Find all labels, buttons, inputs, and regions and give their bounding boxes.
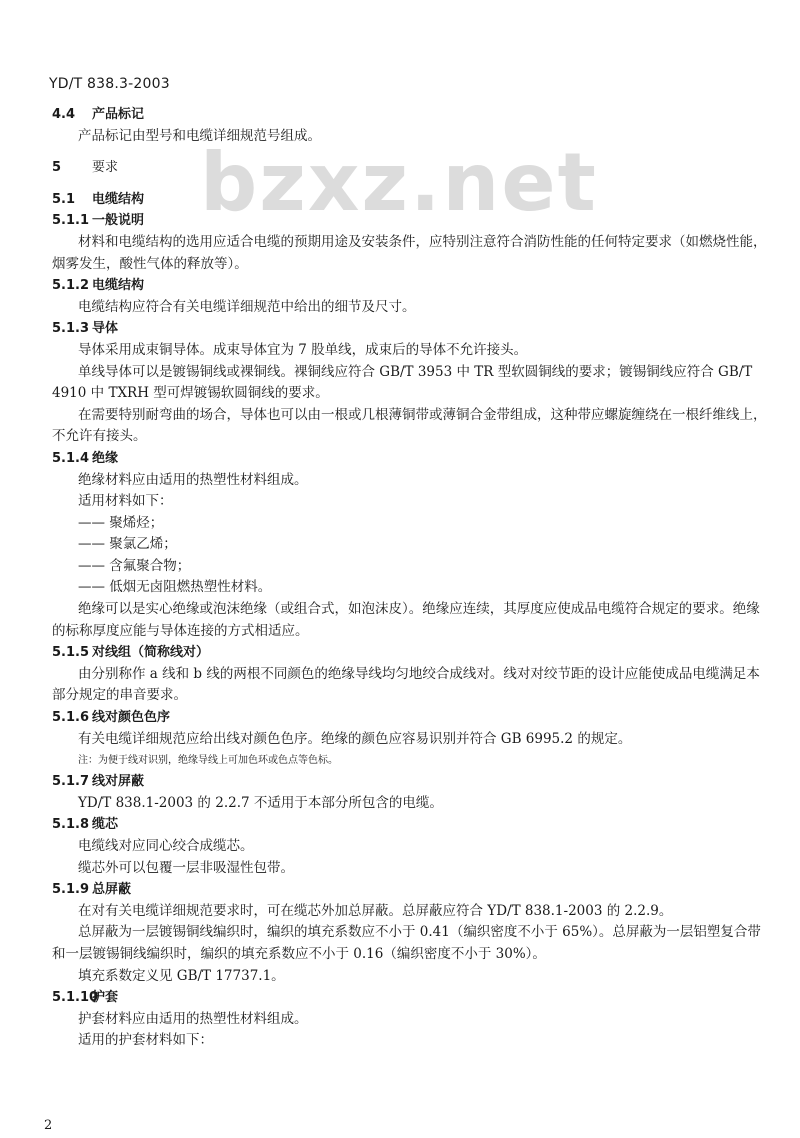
paragraph: 绝缘材料应由适用的热塑性材料组成。	[78, 471, 308, 488]
section-heading-5: 5 要求	[52, 160, 119, 176]
section-heading-5-1-5: 5.1.5 对线组（简称线对）	[52, 645, 210, 661]
paragraph: 产品标记由型号和电缆详细规范号组成。	[78, 127, 321, 144]
section-heading-5-1-10: 5.1.10护套	[52, 990, 119, 1006]
section-heading-5-1-8: 5.1.8 缆芯	[52, 817, 119, 833]
section-heading-5-1: 5.1 电缆结构	[52, 191, 145, 207]
section-heading-5-1-1: 5.1.1 一般说明	[52, 213, 145, 229]
note: 注：为便于线对识别，绝缘导线上可加色环或色点等色标。	[78, 755, 338, 767]
paragraph: 电缆线对应同心绞合成缆芯。	[78, 838, 254, 854]
list-item: —— 聚氯乙烯；	[78, 536, 177, 553]
paragraph: 在对有关电缆详细规范要求时，可在缆芯外加总屏蔽。总屏蔽应符合 YD/T 838.1-2003 的 2.2.9。	[78, 902, 673, 919]
paragraph: 有关电缆详细规范应给出线对颜色色序。绝缘的颜色应容易识别并符合 GB 6995.2 的规定。	[78, 730, 632, 747]
paragraph: 在需要特别耐弯曲的场合，导体也可以由一根或几根薄铜带或薄铜合金带组成，这种带应螺旋缠绕在一根纤维线上，不允许有接头。	[52, 406, 767, 445]
list-item: —— 聚烯烃；	[78, 514, 164, 531]
paragraph: 绝缘可以是实心绝缘或泡沫绝缘（或组合式，如泡沫皮）。绝缘应连续，其厚度应使成品电缆符合规定的要求。绝缘的标称厚度应能与导体连接的方式相适应。	[52, 601, 760, 639]
paragraph: 总屏蔽为一层镀锡铜线编织时，编织的填充系数应不小于 0.41（编织密度不小于 65%）。总屏蔽为一层铝塑复合带和一层镀锡铜线编织时，编织的填充系数应不小于 0.16（编织密度不小于 30%）。	[52, 924, 761, 962]
paragraph: 适用的护套材料如下：	[78, 1032, 213, 1049]
paragraph: 导体采用成束铜导体。成束导体宜为 7 股单线，成束后的导体不允许接头。	[78, 341, 528, 358]
paragraph: 缆芯外可以包覆一层非吸湿性包带。	[78, 859, 294, 876]
list-item: —— 低烟无卤阻燃热塑性材料。	[78, 579, 272, 596]
paragraph: 由分别称作 a 线和 b 线的两根不同颜色的绝缘导线均匀地绞合成线对。线对对绞节距的设计应能使成品电缆满足本部分规定的串音要求。	[52, 665, 760, 704]
list-item: —— 含氟聚合物；	[78, 557, 191, 574]
section-heading-4-4: 4.4 产品标记	[52, 107, 145, 122]
page-number: 2	[44, 1118, 53, 1133]
section-heading-5-1-9: 5.1.9 总屏蔽	[52, 882, 132, 898]
paragraph: 填充系数定义见 GB/T 17737.1。	[78, 967, 285, 984]
watermark: bzxz.net	[200, 136, 598, 229]
paragraph: 适用材料如下：	[78, 493, 173, 510]
section-heading-5-1-3: 5.1.3 导体	[52, 321, 119, 337]
section-heading-5-1-2: 5.1.2 电缆结构	[52, 278, 145, 294]
paragraph: 材料和电缆结构的选用应适合电缆的预期用途及安装条件，应特别注意符合消防性能的任何特定要求（如燃烧性能，烟雾发生，酸性气体的释放等）。	[52, 233, 767, 272]
paragraph: 单线导体可以是镀锡铜线或裸铜线。裸铜线应符合 GB/T 3953 中 TR 型软圆铜线的要求；镀锡铜线应符合 GB/T 4910 中 TXRH 型可焊镀锡软圆铜线的要求。	[52, 363, 753, 402]
document-body	[52, 104, 767, 1052]
section-heading-5-1-6: 5.1.6 线对颜色色序	[52, 710, 171, 726]
paragraph: YD/T 838.1-2003 的 2.2.7 不适用于本部分所包含的电缆。	[78, 794, 443, 811]
paragraph: 护套材料应由适用的热塑性材料组成。	[78, 1010, 308, 1027]
section-heading-5-1-7: 5.1.7 线对屏蔽	[52, 774, 145, 790]
section-heading-5-1-4: 5.1.4 绝缘	[52, 450, 119, 466]
document-id-header: YD/T 838.3-2003	[49, 76, 170, 92]
paragraph: 电缆结构应符合有关电缆详细规范中给出的细节及尺寸。	[78, 298, 416, 315]
